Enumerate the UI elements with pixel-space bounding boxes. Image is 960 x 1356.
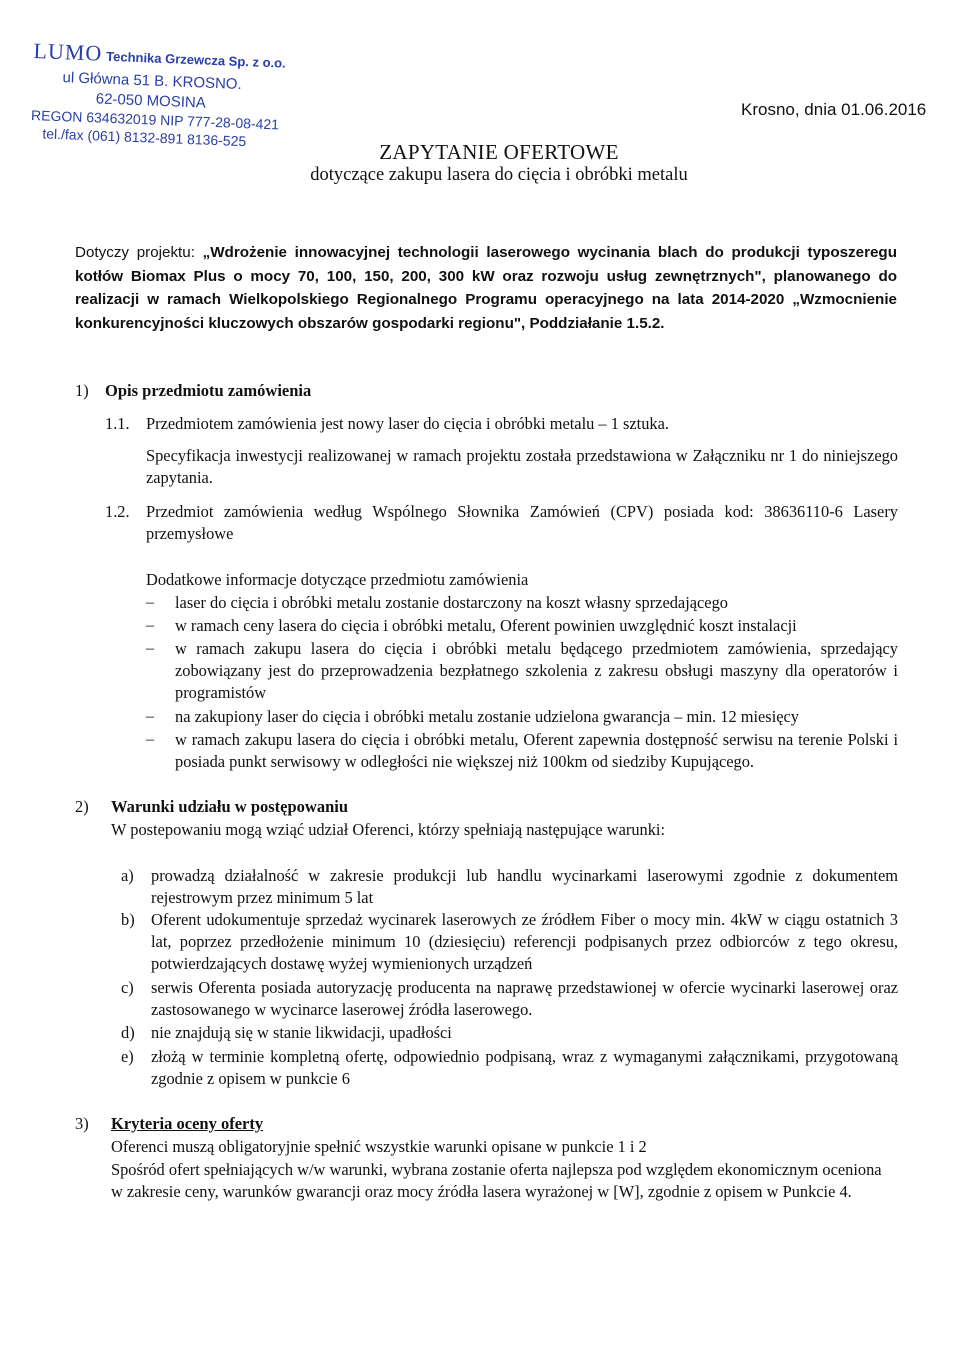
item-label: b) (121, 910, 135, 929)
p12-number: 1.2. (105, 502, 130, 521)
item-label: c) (121, 978, 134, 997)
stamp-phone: tel./fax (061) 8132-891 8136-525 (42, 125, 247, 150)
p12-text: Przedmiot zamówienia według Wspólnego Słownika Zamówień (CPV) posiada kod: 38636110-6 Lasery przemysłowe (146, 502, 898, 543)
bullet-dash: – (146, 731, 154, 748)
document-title: ZAPYTANIE OFERTOWE (379, 140, 619, 164)
section3-line2: Spośród ofert spełniających w/w warunki, wybrana zostanie oferta najlepsza pod względem ekonomicznym oceniona w zakresie ceny, warunków gwarancji oraz mocy źródła lasera wyrażonej w [W], zgodnie z opisem w Punkcie 4. (111, 1160, 882, 1201)
p11-spec: Specyfikacja inwestycji realizowanej w ramach projektu została przedstawiona w Załączniku nr 1 do niniejszego zapytania. (146, 446, 898, 487)
item-text: złożą w terminie kompletną ofertę, odpowiednio podpisaną, wraz z wymaganymi załącznikami, przygotowaną zgodnie z opisem w punkcie 6 (151, 1047, 898, 1088)
bullet-dash: – (146, 617, 154, 634)
project-prefix: Dotyczy projektu: (75, 244, 203, 261)
bullet-text: w ramach zakupu lasera do cięcia i obróbki metalu będącego przedmiotem zamówienia, sprzedający zobowiązany jest do przeprowadzenia bezpłatnego szkolenia z zakresu obsługi maszyny dla operatorów i programistów (175, 639, 898, 702)
section2-intro: W postepowaniu mogą wziąć udział Oferenci, którzy spełniają następujące warunki: (111, 820, 666, 839)
bullet-dash: – (146, 640, 154, 657)
bullet-text: w ramach ceny lasera do cięcia i obróbki metalu, Oferent powinien uwzględnić koszt instalacji (175, 616, 797, 635)
section2-heading: Warunki udziału w postępowaniu (111, 797, 349, 816)
section1-heading: Opis przedmiotu zamówienia (105, 381, 312, 400)
section1-number: 1) (75, 381, 89, 400)
stamp-address2: 62-050 MOSINA (95, 90, 207, 112)
item-label: a) (121, 866, 134, 885)
section2-number: 2) (75, 797, 89, 816)
item-text: Oferent udokumentuje sprzedaż wycinarek laserowych ze źródłem Fiber o mocy min. 4kW w ciągu ostatnich 3 lat, poprzez przedłożenie minimum 10 (dziesięciu) referencji podpisanych przez odbiorców z tego okresu, potwierdzających dostawę wyżej wymienionych urządzeń (151, 910, 898, 973)
p11-text: Przedmiotem zamówienia jest nowy laser do cięcia i obróbki metalu – 1 sztuka. (146, 414, 669, 433)
stamp-address1: ul Główna 51 B. KROSNO. (62, 69, 243, 93)
item-text: prowadzą działalność w zakresie produkcji lub handlu wycinarkami laserowymi zgodnie z dokumentem rejestrowym przez minimum 5 lat (151, 866, 898, 907)
document-subtitle: dotyczące zakupu lasera do cięcia i obróbki metalu (310, 165, 688, 185)
stamp-brand: LUMO (33, 38, 103, 66)
item-text: nie znajdują się w stanie likwidacji, upadłości (151, 1023, 452, 1042)
section3-line1: Oferenci muszą obligatoryjnie spełnić wszystkie warunki opisane w punkcie 1 i 2 (111, 1137, 647, 1156)
section3-number: 3) (75, 1114, 89, 1133)
project-description (75, 241, 897, 335)
bullet-dash: – (146, 708, 154, 725)
section3-heading: Kryteria oceny oferty (111, 1114, 264, 1133)
stamp-regon: REGON 634632019 NIP 777-28-08-421 (30, 106, 280, 133)
p11-number: 1.1. (105, 414, 130, 433)
project-text: „Wdrożenie innowacyjnej technologii laserowego wycinania blach do produkcji typoszeregu kotłów Biomax Plus o mocy 70, 100, 150, 200, 300 kW oraz rozwoju usług zewnętrznych", planowanego do realizacji w ramach Wielkopolskiego Regionalnego Programu operacyjnego na lata 2014-2020 „Wzmocnienie konkurencyjności kluczowych obszarów gospodarki regionu", Poddziałanie 1.5.2. (75, 244, 897, 332)
item-label: d) (121, 1023, 135, 1042)
extra-info-heading: Dodatkowe informacje dotyczące przedmiotu zamówienia (146, 570, 529, 589)
bullet-dash: – (146, 594, 154, 611)
bullet-text: laser do cięcia i obróbki metalu zostanie dostarczony na koszt własny sprzedającego (175, 593, 728, 612)
city-date: Krosno, dnia 01.06.2016 (741, 100, 927, 119)
item-text: serwis Oferenta posiada autoryzację producenta na naprawę przedstawionej w ofercie wycinarki laserowej oraz zastosowanego w wycinarce laserowej źródła laserowego. (151, 978, 898, 1019)
bullet-text: na zakupiony laser do cięcia i obróbki metalu zostanie udzielona gwarancja – min. 12 miesięcy (175, 707, 799, 726)
item-label: e) (121, 1047, 134, 1066)
stamp-firm: Technika Grzewcza Sp. z o.o. (105, 48, 287, 71)
bullet-text: w ramach zakupu lasera do cięcia i obróbki metalu, Oferent zapewnia dostępność serwisu na terenie Polski i posiada punkt serwisowy w odległości nie większej niż 100km od siedziby Kupującego. (175, 730, 898, 771)
